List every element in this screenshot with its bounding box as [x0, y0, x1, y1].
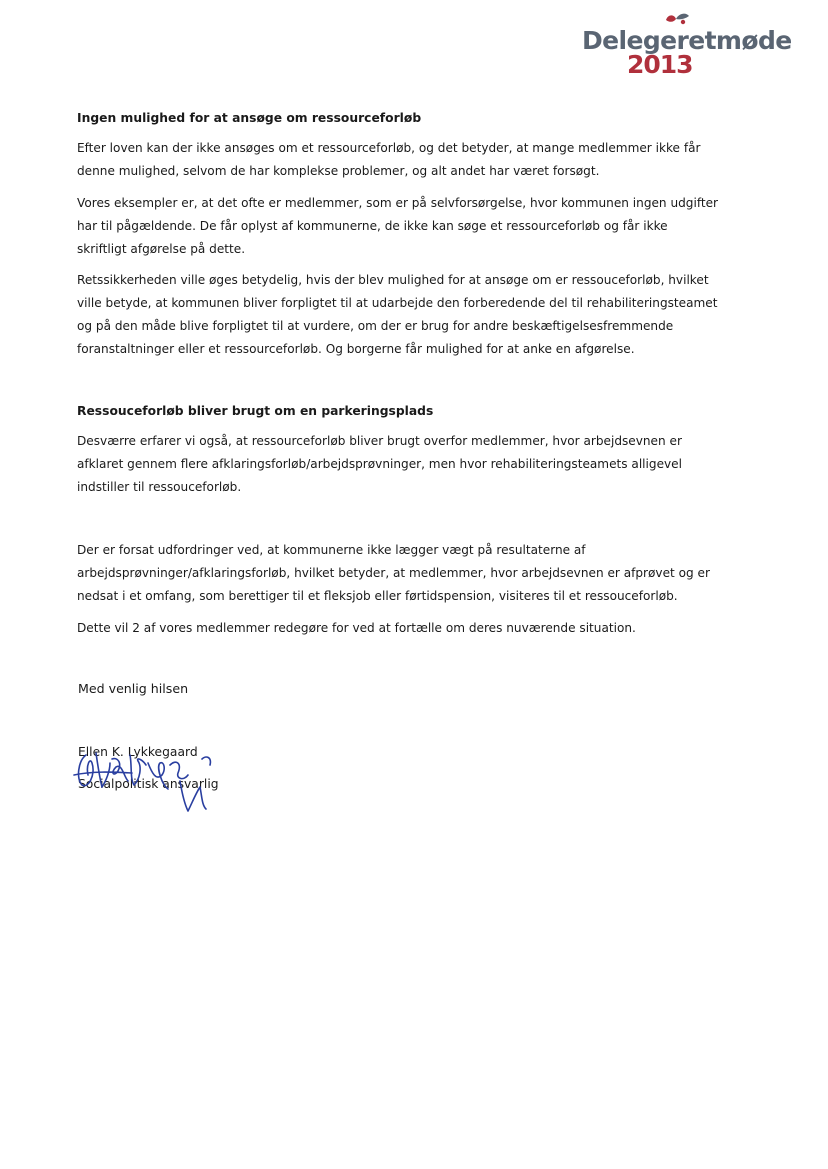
- text-line: Der er forsat udfordringer ved, at kommunerne ikke lægger vægt på resultaterne af: [77, 543, 586, 557]
- paragraph: [77, 137, 700, 183]
- text-line: Dette vil 2 af vores medlemmer redegøre for ved at fortælle om deres nuværende situation.: [77, 621, 636, 635]
- text-line: og på den måde blive forpligtet til at vurdere, om der er brug for andre beskæftigelsesfremmende: [77, 319, 674, 333]
- paragraph: [77, 192, 718, 261]
- text-line: ville betyde, at kommunen bliver forpligtet til at udarbejde den forberedende del til rehabiliteringsteamet: [77, 296, 718, 310]
- signatory-name: Ellen K. Lykkegaard: [78, 745, 198, 759]
- paragraph: [77, 430, 682, 499]
- text-line: Desværre erfarer vi også, at ressourceforløb bliver brugt overfor medlemmer, hvor arbejdsevnen er: [77, 434, 682, 448]
- section-heading: Ressouceforløb bliver brugt om en parkeringsplads: [77, 404, 434, 418]
- text-line: Efter loven kan der ikke ansøges om et ressourceforløb, og det betyder, at mange medlemmer ikke får: [77, 141, 701, 155]
- text-line: indstiller til ressouceforløb.: [77, 480, 242, 494]
- text-line: arbejdsprøvninger/afklaringsforløb, hvilket betyder, at medlemmer, hvor arbejdsevnen er afprøvet og er: [77, 566, 710, 580]
- text-line: Vores eksempler er, at det ofte er medlemmer, som er på selvforsørgelse, hvor kommunen ingen udgifter: [77, 196, 719, 210]
- text-line: har til pågældende. De får oplyst af kommunerne, de ikke kan søge et ressourceforløb og får ikke: [77, 219, 668, 233]
- delegeretmode-logo: [578, 8, 794, 84]
- signatory-title: Socialpolitisk ansvarlig: [78, 777, 219, 791]
- text-line: denne mulighed, selvom de har komplekse problemer, og alt andet har været forsøgt.: [77, 164, 600, 178]
- text-line: foranstaltninger eller et ressourceforløb. Og borgerne får mulighed for at anke en afgørelse.: [77, 342, 635, 356]
- section-heading: Ingen mulighed for at ansøge om ressourceforløb: [77, 111, 422, 125]
- text-line: afklaret gennem flere afklaringsforløb/arbejdsprøvninger, men hvor rehabiliteringsteamets alligevel: [77, 457, 682, 471]
- logo-year: 2013: [627, 50, 693, 79]
- paragraph: [77, 539, 710, 608]
- handwritten-signature: [72, 745, 232, 819]
- closing-greeting: Med venlig hilsen: [78, 681, 189, 696]
- paragraph: [77, 269, 717, 361]
- text-line: skriftligt afgørelse på dette.: [77, 242, 246, 256]
- paragraph: [77, 617, 636, 640]
- text-line: nedsat i et omfang, som berettiger til et fleksjob eller førtidspension, visiteres til et ressouceforløb.: [77, 589, 678, 603]
- text-line: Retssikkerheden ville øges betydelig, hvis der blev mulighed for at ansøge om er ressouceforløb, hvilket: [77, 273, 709, 287]
- logo-wordmark: Delegeretmøde: [582, 26, 792, 55]
